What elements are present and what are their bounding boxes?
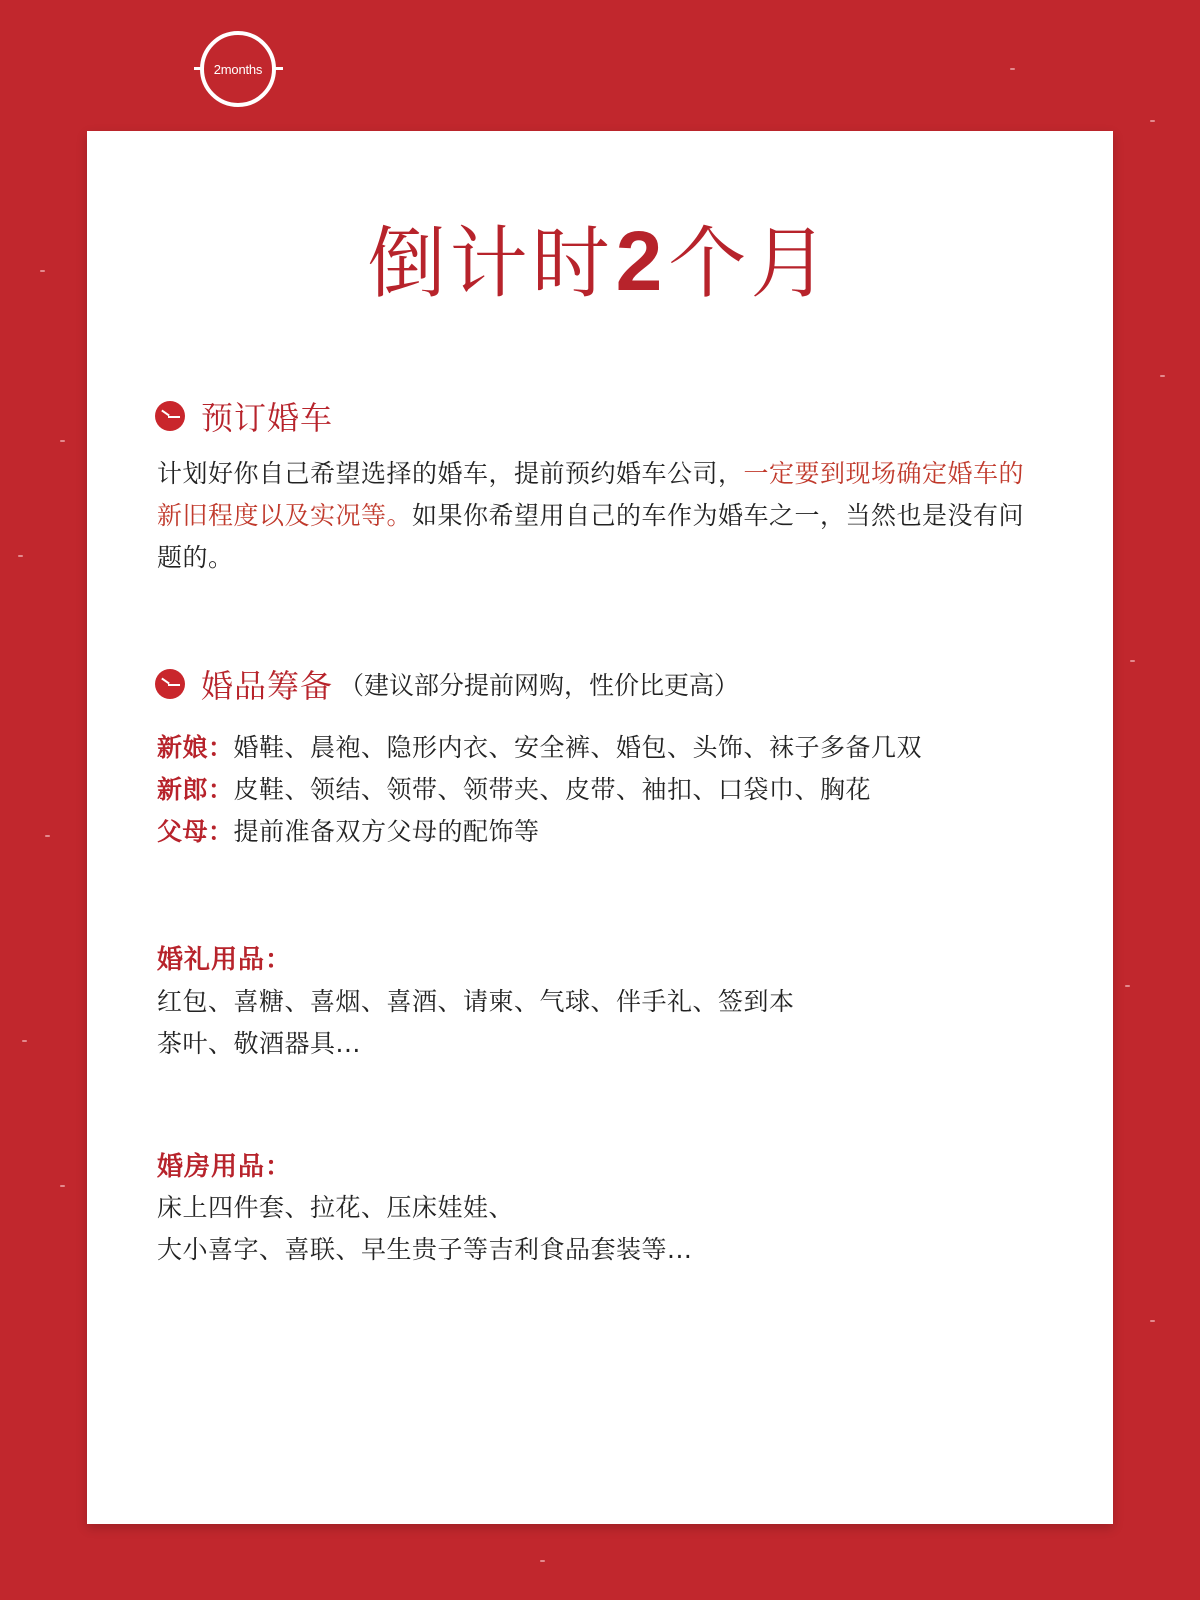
background-speck [540,1560,545,1562]
wedding-supplies-line1: 红包、喜糖、喜烟、喜酒、请柬、气球、伴手礼、签到本 [157,987,795,1016]
clock-icon [155,401,185,431]
badge-tick-left [194,67,202,70]
bride-label: 新娘： [157,733,234,762]
badge-tick-right [275,67,283,70]
background-speck [1010,68,1015,70]
parents-items: 提前准备双方父母的配饰等 [233,817,540,846]
wedding-supplies-label: 婚礼用品： [157,945,293,975]
room-supplies-label: 婚房用品： [157,1152,293,1182]
title-number: 2 [615,214,667,308]
groom-items: 皮鞋、领结、领带、领带夹、皮带、袖扣、口袋巾、胸花 [233,775,872,804]
parents-row [157,811,540,853]
title-suffix: 个月 [668,219,833,309]
bride-items: 婚鞋、晨袍、隐形内衣、安全裤、婚包、头饰、袜子多备几双 [233,733,923,762]
section-car-heading [155,393,333,439]
section-car-paragraph [157,453,1037,579]
badge-text: 2months [213,61,263,77]
title-prefix: 倒计时 [367,219,614,309]
background-speck [60,440,65,442]
room-supplies-line2: 大小喜字、喜联、早生贵子等吉利食品套装等... [157,1235,693,1264]
background-speck [1150,1320,1155,1322]
background-speck [45,835,50,837]
background-speck [1130,660,1135,662]
room-supplies-line1: 床上四件套、拉花、压床娃娃、 [157,1193,515,1222]
groom-row [157,769,871,811]
car-text-highlight: 一定要到现场确定婚车的新旧程度以及实况等。 [157,459,1025,530]
wedding-supplies-line2: 茶叶、敬酒器具... [157,1029,361,1058]
section-goods-heading [155,661,739,707]
background-speck [18,555,23,557]
background-speck [1150,120,1155,122]
content-card [87,131,1113,1524]
section-goods-title: 婚品筹备 [201,667,334,705]
background-speck [1160,375,1165,377]
section-car-title: 预订婚车 [201,399,334,437]
background-speck [60,1185,65,1187]
car-text-b: 如果你希望用自己的车作为婚车之一，当然也是没有问题的。 [157,501,1025,572]
bride-row [157,727,922,769]
background-speck [1125,985,1130,987]
months-badge [200,31,276,107]
car-text-a: 计划好你自己希望选择的婚车，提前预约婚车公司， [157,459,744,488]
background-speck [40,270,45,272]
groom-label: 新郎： [157,775,234,804]
parents-label: 父母： [157,817,234,846]
page-title [87,214,1113,309]
background-speck [22,1040,27,1042]
section-goods-note: （建议部分提前网购，性价比更高） [339,671,740,700]
clock-icon [155,669,185,699]
